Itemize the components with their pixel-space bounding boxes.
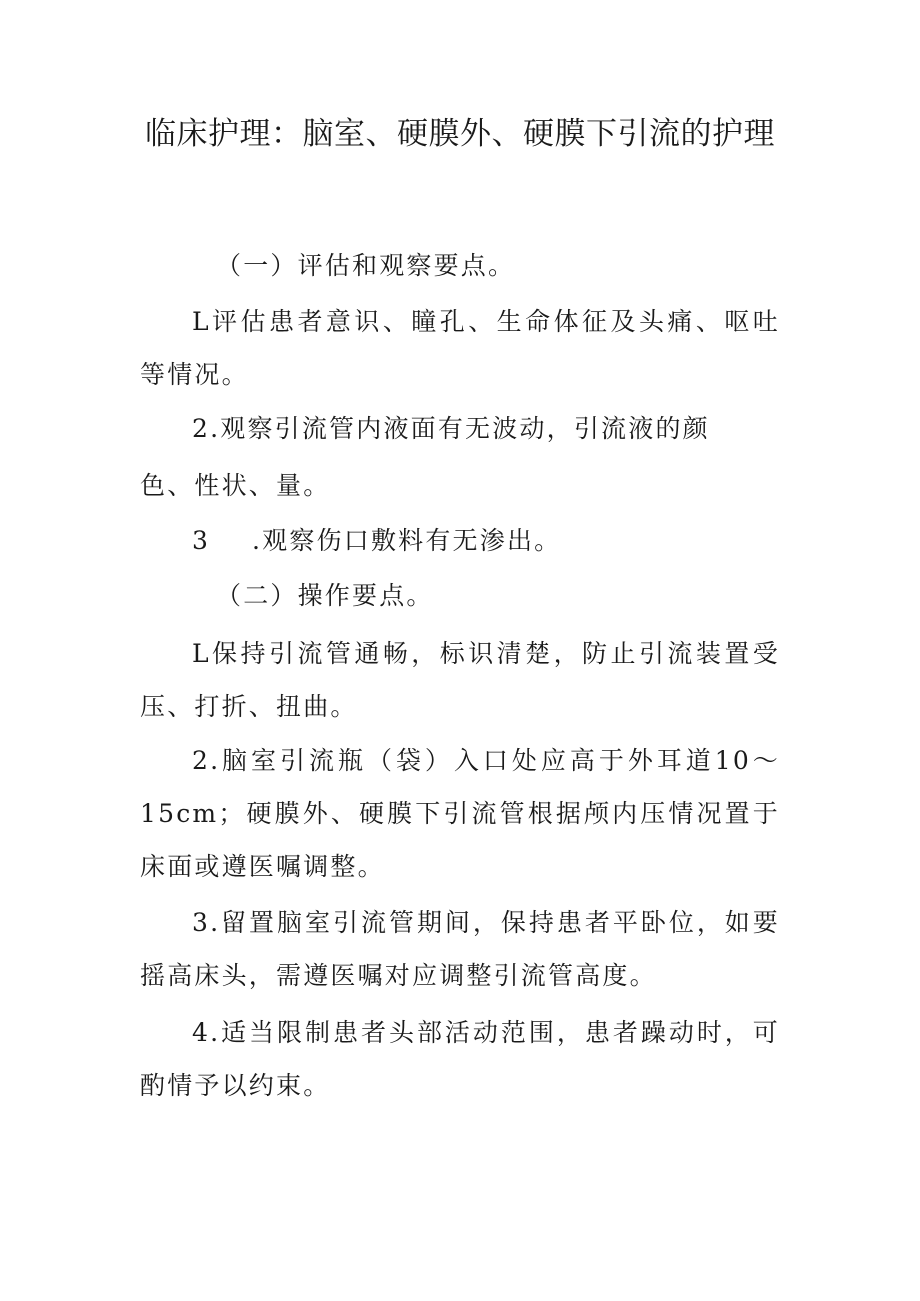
paragraph-assess-consciousness: L评估患者意识、瞳孔、生命体征及头痛、呕吐等情况。	[140, 307, 780, 389]
paragraph-drainage-height: 2.脑室引流瓶（袋）入口处应高于外耳道10～15cm；硬膜外、硬膜下引流管根据颅内压情况置于床面或遵医嘱调整。	[140, 746, 780, 881]
item-number: 3	[192, 526, 211, 555]
paragraph-patient-position: 3.留置脑室引流管期间，保持患者平卧位，如要摇高床头，需遵医嘱对应调整引流管高度。	[140, 908, 780, 990]
item-text: .观察伤口敷料有无渗出。	[252, 526, 562, 555]
paragraph-observe-drainage-line1: 2.观察引流管内液面有无波动，引流液的颜	[192, 414, 710, 443]
section-heading-assessment: （一）评估和观察要点。	[216, 251, 516, 280]
paragraph-observe-wound	[140, 514, 780, 567]
document-title: 临床护理：脑室、硬膜外、硬膜下引流的护理	[145, 116, 775, 152]
paragraph-keep-tube-patent: L保持引流管通畅，标识清楚，防止引流装置受压、打折、扭曲。	[140, 639, 780, 721]
section-heading-operation: （二）操作要点。	[216, 581, 434, 610]
paragraph-observe-drainage-line2: 色、性状、量。	[140, 471, 331, 500]
paragraph-limit-head-movement: 4.适当限制患者头部活动范围，患者躁动时，可酌情予以约束。	[140, 1018, 780, 1100]
